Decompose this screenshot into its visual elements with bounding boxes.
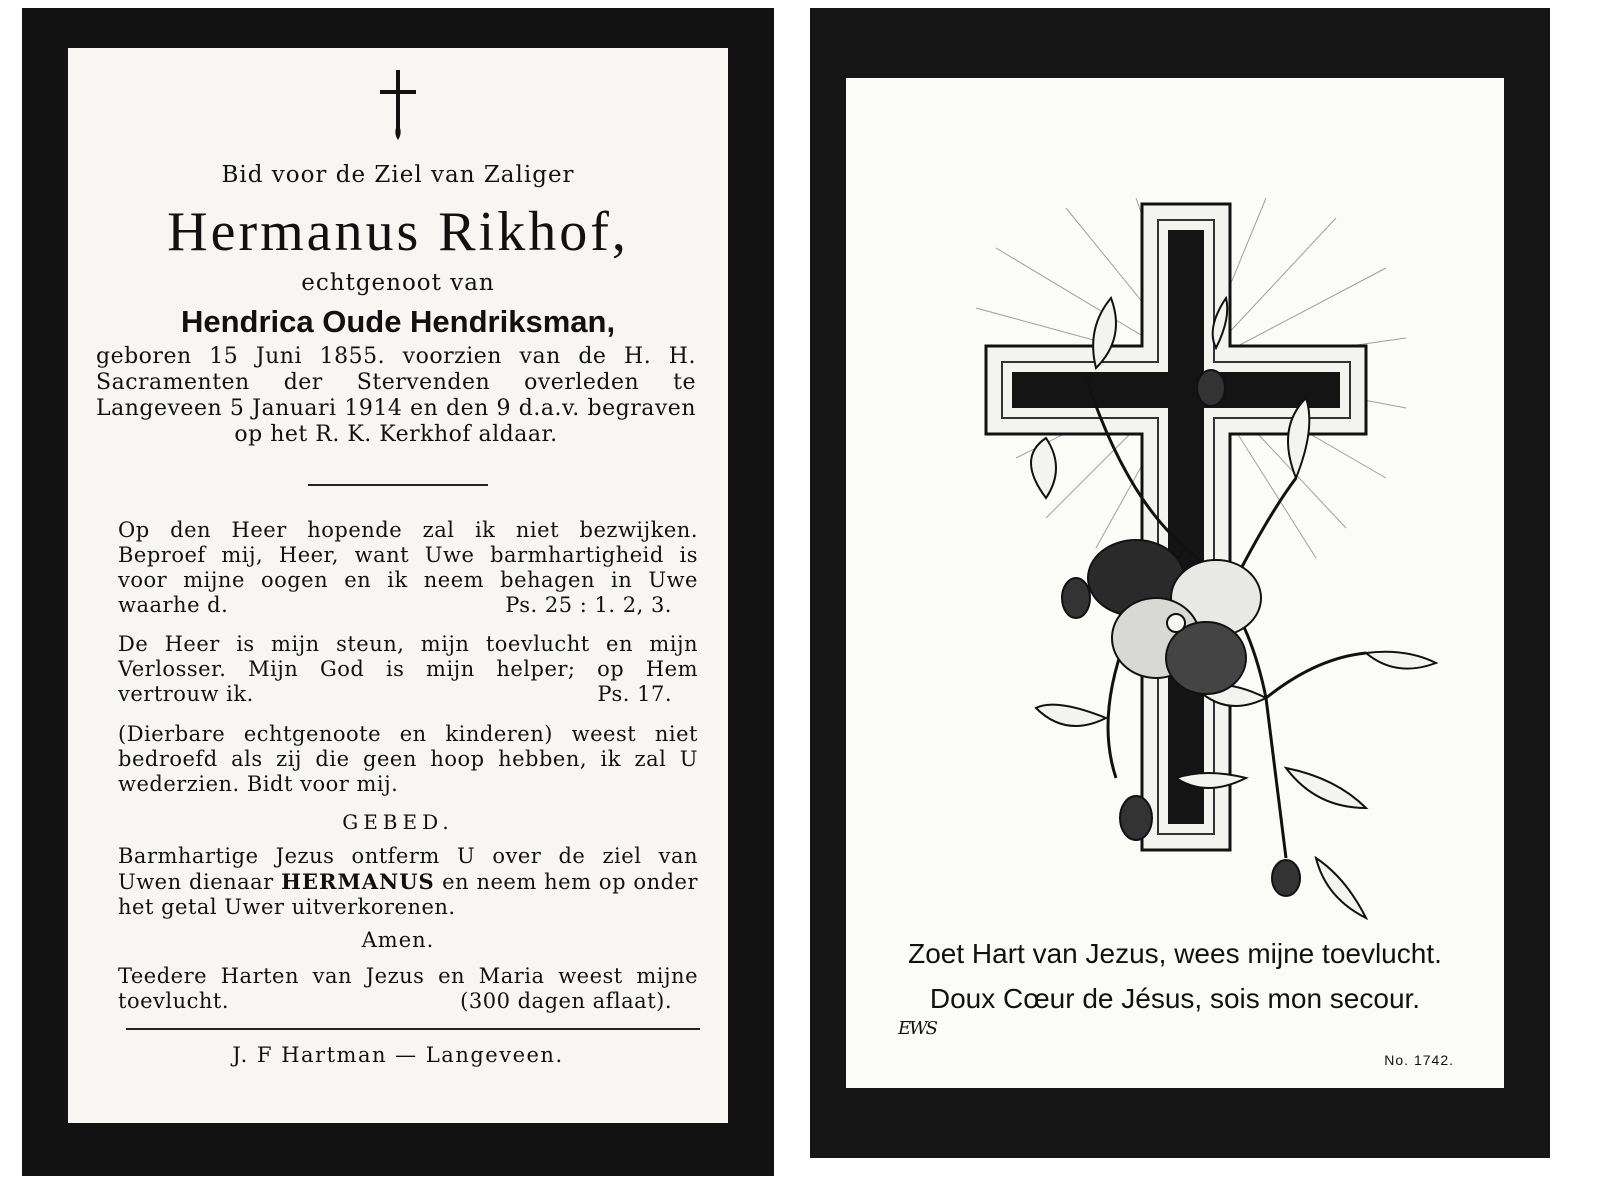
indulgence-prayer [118, 964, 698, 1014]
caption-dutch: Zoet Hart van Jezus, wees mijne toevlucht. [908, 938, 1442, 969]
invocation: Bid voor de Ziel van Zaliger [221, 162, 575, 188]
prayer-title: GEBED. [342, 810, 454, 834]
card-back-paper [846, 78, 1504, 1088]
amen: Amen. [361, 928, 435, 952]
catalog-number: No. 1742. [1384, 1052, 1454, 1068]
deceased-name: Hermanus Rikhof, [167, 201, 629, 263]
caption-french: Doux Cœur de Jésus, sois mon secour. [929, 983, 1421, 1014]
spouse-intro: echtgenoot van [301, 270, 495, 296]
memorial-card-back [810, 8, 1550, 1158]
cross-with-pansy-illustration [846, 78, 1504, 938]
card-front-paper [68, 48, 728, 1123]
biography: geboren 15 Juni 1855. voorzien van de H. H. Sacramenten der Stervenden overleden te Langeveen 5 Januari 1914 en den 9 d.a.v. begraven op het R. K. Kerkhof aldaar. [96, 344, 696, 447]
prayer-before: Barmhartige Jezus ontferm U over de ziel van Uwen dienaar [118, 844, 698, 894]
prayer-after: en neem hem op onder het getal Uwer uitverkorenen. [118, 870, 698, 919]
indulgence-reference: (300 dagen aflaat). [460, 989, 672, 1013]
verse-psalm-25 [118, 518, 698, 618]
verse-text: De Heer is mijn steun, mijn toevlucht en mijn Verlosser. Mijn God is mijn helper; op Hem vertrouw ik. [118, 632, 698, 706]
latin-cross-icon [378, 68, 418, 142]
spouse-name: Hendrica Oude Hendriksman, [180, 304, 616, 339]
divider-short [308, 484, 488, 486]
engraver-monogram: EWS [898, 1018, 936, 1039]
farewell-message: (Dierbare echtgenoote en kinderen) weest niet bedroefd als zij die geen hoop hebben, ik zal U wederzien. Bidt voor mij. [118, 722, 698, 796]
verse-psalm-17 [118, 632, 698, 707]
memorial-card-front [22, 8, 774, 1176]
verse-text: Op den Heer hopende zal ik niet bezwijken. Beproef mij, Heer, want Uwe barmhartigheid is voor mijne oogen en ik neem behagen in Uwe waarhe d. [118, 518, 698, 617]
verse-reference: Ps. 25 : 1. 2, 3. [505, 593, 672, 617]
verse-reference: Ps. 17. [597, 682, 672, 706]
indulgence-text: Teedere Harten van Jezus en Maria weest mijne toevlucht. [118, 964, 698, 1013]
divider-long [126, 1028, 700, 1030]
prayer-text [118, 844, 698, 920]
printer-line: J. F Hartman — Langeveen. [232, 1043, 564, 1067]
prayer-name: HERMANUS [281, 869, 435, 894]
